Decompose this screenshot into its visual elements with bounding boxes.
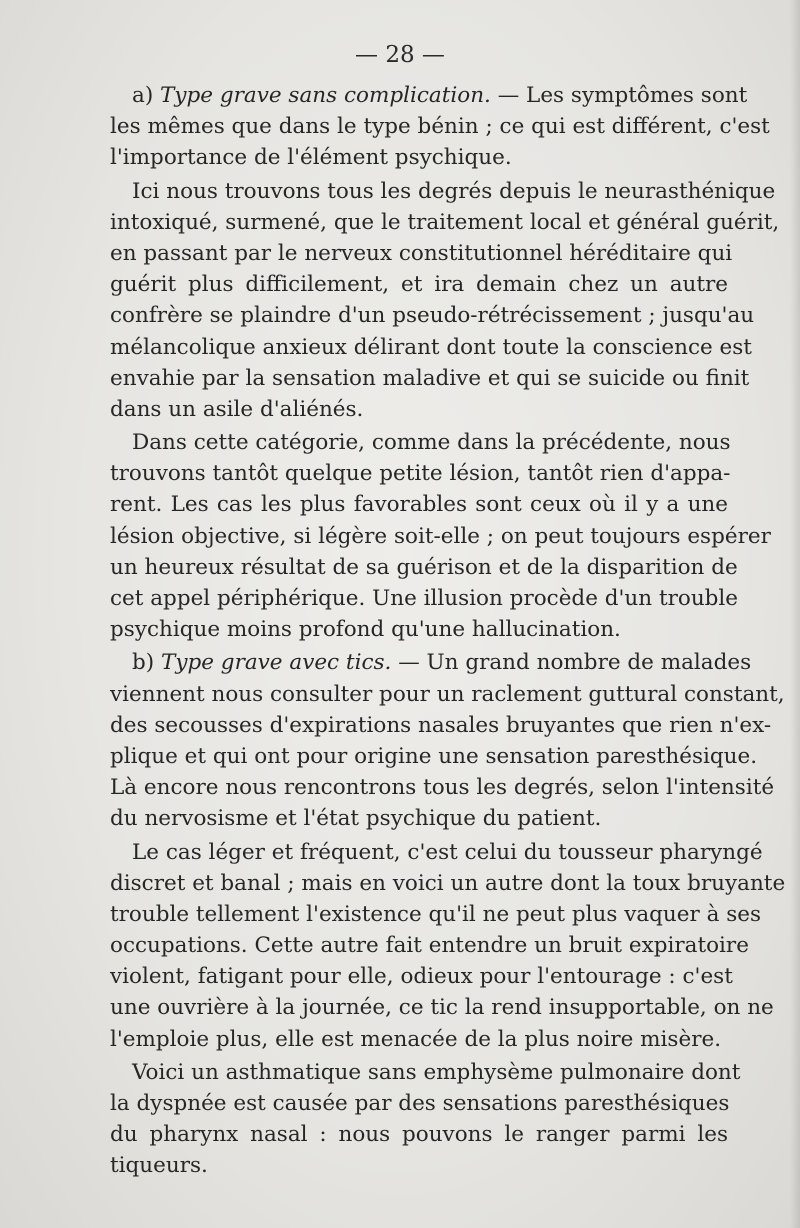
text-line	[110, 647, 752, 678]
text-run: Dans cette catégorie, comme dans la précédente, nous	[132, 430, 731, 456]
text-run: en passant par le nerveux constitutionnel héréditaire qui	[110, 240, 733, 266]
text-run: du nervosisme et l'état psychique du patient.	[110, 806, 602, 832]
text-line	[110, 300, 755, 331]
text-run: confrère se plaindre d'un pseudo-rétrécissement ; jusqu'au	[110, 303, 755, 329]
text-run: b)	[132, 650, 161, 676]
text-run: — Un grand nombre de malades	[391, 650, 752, 676]
italic-heading: Type grave avec tics.	[161, 650, 392, 676]
text-line	[110, 363, 750, 394]
text-run: plique et qui ont pour origine une sensation paresthésique.	[110, 743, 758, 769]
text-line	[110, 899, 762, 930]
text-run: dans un asile d'aliénés.	[110, 396, 364, 422]
text-line	[110, 458, 731, 489]
text-line	[110, 238, 733, 269]
text-line	[110, 837, 763, 868]
text-line	[110, 427, 731, 458]
text-run: discret et banal ; mais en voici un autre dont la toux bruyante	[110, 870, 786, 896]
text-line	[110, 1150, 728, 1181]
paragraph	[110, 427, 771, 645]
text-run: cet appel périphérique. Une illusion procède d'un trouble	[110, 586, 739, 611]
text-run: un heureux résultat de sa guérison et de la disparition de	[110, 554, 738, 580]
page-edge-shadow	[790, 0, 800, 1228]
text-line	[110, 614, 728, 645]
text-run: trouvons tantôt quelque petite lésion, tantôt rien d'appa-	[110, 461, 731, 487]
text-run: envahie par la sensation maladive et qui se suicide ou finit	[110, 365, 750, 391]
text-run: Ici nous trouvons tous les degrés depuis le neurasthénique	[132, 178, 776, 204]
text-line	[110, 772, 775, 803]
text-run: la dyspnée est causée par des sensations paresthésiques	[110, 1091, 730, 1116]
text-line	[110, 710, 772, 741]
text-run: occupations. Cette autre fait entendre un bruit expiratoire	[110, 933, 749, 959]
text-run: une ouvrière à la journée, ce tic la rend insupportable, on ne	[110, 995, 774, 1021]
text-run: des secousses d'expirations nasales bruyantes que rien n'ex-	[110, 712, 772, 738]
text-run: du pharynx nasal : nous pouvons le ranger parmi les	[110, 1122, 728, 1148]
text-run: Là encore nous rencontrons tous les degrés, selon l'intensité	[110, 775, 775, 801]
text-run: — Les symptômes sont	[490, 83, 748, 108]
text-line	[110, 930, 749, 961]
text-line	[110, 552, 738, 583]
text-run: Le cas léger et fréquent, c'est celui du tousseur pharyngé	[132, 839, 763, 865]
text-run: l'importance de l'élément psychique.	[110, 145, 512, 171]
text-line	[110, 521, 771, 552]
page-number: — 28 —	[355, 42, 445, 68]
text-run: trouble tellement l'existence qu'il ne peut plus vaquer à ses	[110, 901, 762, 927]
text-run: rent. Les cas les plus favorables sont ceux où il y a une	[110, 492, 728, 518]
text-line	[110, 111, 770, 142]
text-line	[110, 803, 728, 834]
text-run: lésion objective, si légère soit-elle ; on peut toujours espérer	[110, 523, 771, 549]
text-line	[110, 142, 728, 173]
text-line	[110, 961, 733, 992]
text-line	[110, 741, 758, 772]
text-line	[110, 80, 748, 111]
text-line	[110, 332, 752, 363]
text-run: intoxiqué, surmené, que le traitement local et général guérit,	[110, 209, 780, 235]
text-line	[110, 679, 785, 710]
text-line	[110, 176, 776, 207]
text-line	[110, 1024, 728, 1055]
text-run: a)	[132, 83, 161, 108]
paragraph	[110, 80, 770, 174]
text-run: Voici un asthmatique sans emphysème pulmonaire dont	[132, 1059, 741, 1085]
text-run: violent, fatigant pour elle, odieux pour l'entourage : c'est	[110, 964, 733, 990]
text-run: viennent nous consulter pour un raclement guttural constant,	[110, 681, 785, 707]
paragraph	[110, 1057, 741, 1182]
italic-heading: Type grave sans complication.	[160, 83, 491, 108]
text-line	[110, 1088, 728, 1119]
paragraph	[110, 176, 780, 426]
text-line	[110, 992, 774, 1023]
text-line	[110, 269, 728, 300]
text-line	[110, 1057, 741, 1088]
paragraph	[110, 837, 786, 1055]
text-run: les mêmes que dans le type bénin ; ce qui est différent, c'est	[110, 114, 770, 140]
text-run: l'emploie plus, elle est menacée de la plus noire misère.	[110, 1026, 722, 1052]
text-line	[110, 394, 728, 425]
text-run: psychique moins profond qu'une hallucination.	[110, 617, 621, 643]
text-run: tiqueurs.	[110, 1153, 208, 1179]
body-text	[110, 80, 786, 1184]
text-line	[110, 583, 739, 614]
text-run: mélancolique anxieux délirant dont toute la conscience est	[110, 334, 752, 360]
text-run: guérit plus difficilement, et ira demain chez un autre	[110, 272, 728, 298]
text-line	[110, 489, 728, 520]
text-line	[110, 868, 786, 899]
paragraph	[110, 647, 785, 834]
text-line	[110, 1119, 728, 1150]
text-line	[110, 207, 780, 238]
